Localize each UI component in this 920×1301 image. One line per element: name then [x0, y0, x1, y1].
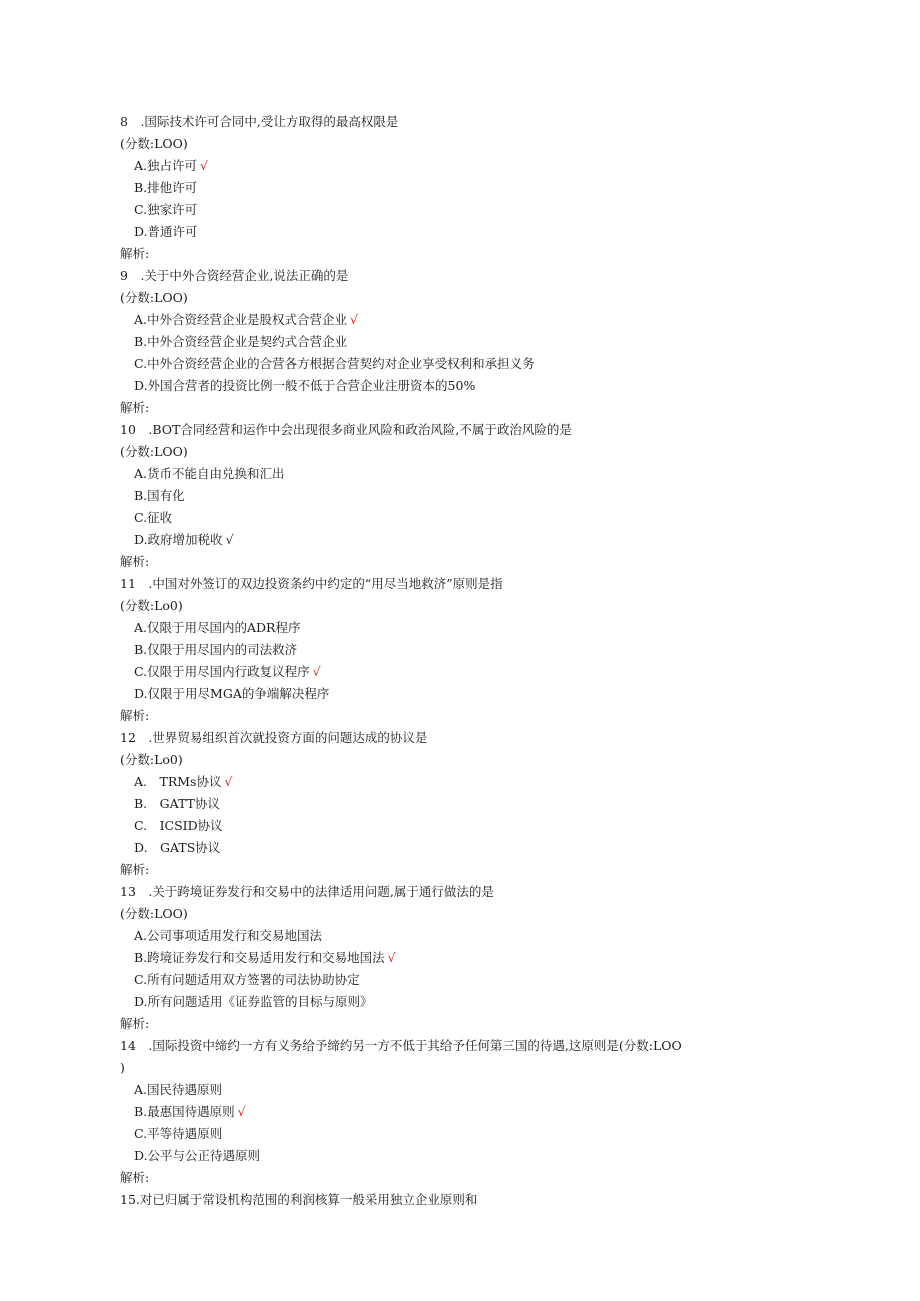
question-14-title-tail: ) [120, 1060, 125, 1075]
analysis-label: 解析: [120, 246, 150, 261]
question-13-option-a: A.公司事项适用发行和交易地国法 [134, 928, 323, 943]
question-11-option-b: B.仅限于用尽国内的司法救济 [134, 642, 298, 657]
question-8-option-a: A.独占许可 √ [134, 158, 208, 173]
question-12-option-b: B. GATT协议 [134, 796, 220, 811]
analysis-label: 解析: [120, 862, 150, 877]
question-9-option-c: C.中外合资经营企业的合营各方根据合营契约对企业享受权利和承担义务 [134, 356, 535, 371]
question-13-option-d: D.所有问题适用《证券监管的目标与原则》 [134, 994, 373, 1009]
document-body [120, 111, 770, 1211]
question-12-score: (分数:Lo0) [120, 752, 183, 767]
question-10-option-d: D.政府增加税收 √ [134, 532, 234, 547]
correct-check-mark: √ [237, 1104, 246, 1119]
question-14-option-a: A.国民待遇原则 [134, 1082, 223, 1097]
question-11-option-d: D.仅限于用尽MGA的争端解决程序 [134, 686, 330, 701]
question-8-option-d: D.普通许可 [134, 224, 198, 239]
question-8-title: 8 .国际技术许可合同中,受让方取得的最高权限是 [120, 114, 399, 129]
question-14-title: 14 .国际投资中缔约一方有义务给予缔约另一方不低于其给予任何第三国的待遇,这原则是(分数:LOO [120, 1038, 682, 1053]
question-10-option-a: A.货币不能自由兑换和汇出 [134, 466, 285, 481]
correct-check-mark: √ [200, 158, 208, 173]
correct-check-mark: √ [312, 664, 321, 679]
question-10-score: (分数:LOO) [120, 444, 188, 459]
question-15-title: 15.对已归属于常设机构范围的利润核算一般采用独立企业原则和 [120, 1192, 478, 1207]
question-13-option-c: C.所有问题适用双方签署的司法协助协定 [134, 972, 360, 987]
question-11-option-a: A.仅限于用尽国内的ADR程序 [134, 620, 301, 635]
question-14-option-b: B.最惠国待遇原则 √ [134, 1104, 246, 1119]
question-8-option-c: C.独家许可 [134, 202, 198, 217]
question-14-option-d: D.公平与公正待遇原则 [134, 1148, 261, 1163]
question-10-title: 10 .BOT合同经营和运作中会出现很多商业风险和政治风险,不属于政治风险的是 [120, 422, 572, 437]
question-9-score: (分数:LOO) [120, 290, 188, 305]
correct-check-mark: √ [224, 774, 233, 789]
correct-check-mark: √ [225, 532, 234, 547]
question-14-option-c: C.平等待遇原则 [134, 1126, 223, 1141]
question-9-option-a: A.中外合资经营企业是股权式合营企业 √ [134, 312, 358, 327]
question-13-title: 13 .关于跨境证券发行和交易中的法律适用问题,属于通行做法的是 [120, 884, 494, 899]
question-12-option-a: A. TRMs协议 √ [134, 774, 233, 789]
correct-check-mark: √ [387, 950, 396, 965]
question-9-option-d: D.外国合营者的投资比例一般不低于合营企业注册资本的50% [134, 378, 476, 393]
question-10-option-c: C.征收 [134, 510, 173, 525]
question-13-score: (分数:LOO) [120, 906, 188, 921]
question-9-title: 9 .关于中外合资经营企业,说法正确的是 [120, 268, 349, 283]
analysis-label: 解析: [120, 400, 150, 415]
correct-check-mark: √ [350, 312, 358, 327]
question-12-title: 12 .世界贸易组织首次就投资方面的问题达成的协议是 [120, 730, 428, 745]
question-8-score: (分数:LOO) [120, 136, 188, 151]
question-12-option-c: C. ICSID协议 [134, 818, 223, 833]
question-11-score: (分数:Lo0) [120, 598, 183, 613]
analysis-label: 解析: [120, 708, 150, 723]
question-13-option-b: B.跨境证券发行和交易适用发行和交易地国法 √ [134, 950, 396, 965]
question-9-option-b: B.中外合资经营企业是契约式合营企业 [134, 334, 348, 349]
question-11-title: 11 .中国对外签订的双边投资条约中约定的“用尽当地救济”原则是指 [120, 576, 503, 591]
analysis-label: 解析: [120, 1016, 150, 1031]
question-11-option-c: C.仅限于用尽国内行政复议程序 √ [134, 664, 321, 679]
analysis-label: 解析: [120, 1170, 150, 1185]
analysis-label: 解析: [120, 554, 150, 569]
question-8-option-b: B.排他许可 [134, 180, 198, 195]
question-12-option-d: D. GATS协议 [134, 840, 221, 855]
question-10-option-b: B.国有化 [134, 488, 185, 503]
